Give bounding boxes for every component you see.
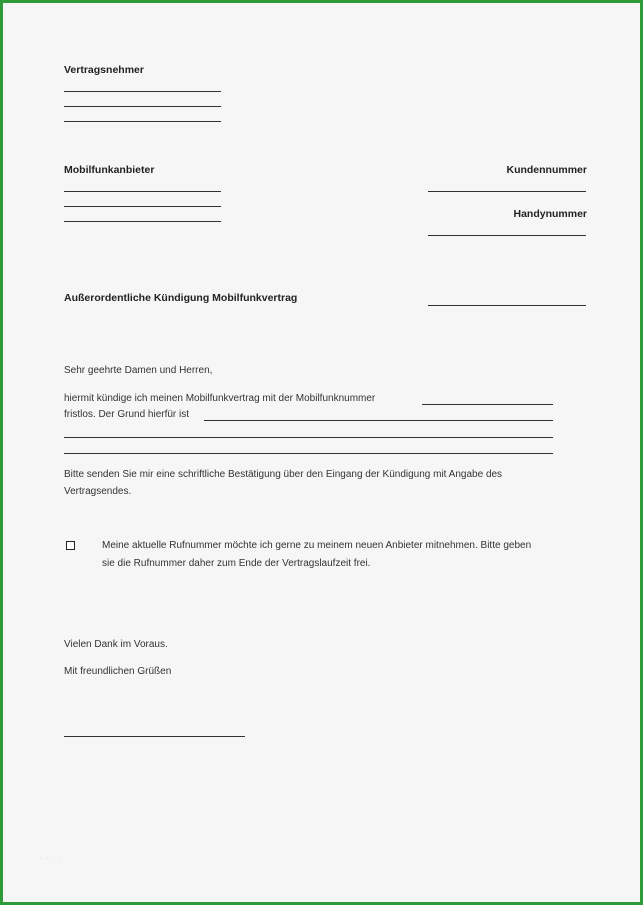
porting-checkbox[interactable] bbox=[66, 541, 75, 550]
signature-line[interactable] bbox=[64, 736, 245, 737]
confirm-line-1: Bitte senden Sie mir eine schriftliche Bestätigung über den Eingang der Kündigung mit Angabe des bbox=[64, 469, 503, 480]
subject-heading: Außerordentliche Kündigung Mobilfunkvertrag bbox=[64, 292, 298, 304]
date-line[interactable] bbox=[428, 305, 586, 306]
provider-line-1[interactable] bbox=[64, 191, 221, 192]
mobile-number-line[interactable] bbox=[422, 404, 553, 405]
provider-line-3[interactable] bbox=[64, 221, 221, 222]
greeting-text: Sehr geehrte Damen und Herren, bbox=[64, 365, 213, 376]
contractor-label: Vertragsnehmer bbox=[64, 64, 144, 76]
porting-line-2: sie die Rufnummer daher zum Ende der Vertragslaufzeit frei. bbox=[102, 558, 371, 569]
letter-page bbox=[3, 3, 640, 902]
reason-line-3[interactable] bbox=[64, 453, 553, 454]
contractor-line-3[interactable] bbox=[64, 121, 221, 122]
body-line-1: hiermit kündige ich meinen Mobilfunkvertrag mit der Mobilfunknummer bbox=[64, 393, 376, 404]
customer-number-label: Kundennummer bbox=[506, 164, 587, 176]
thanks-text: Vielen Dank im Voraus. bbox=[64, 639, 168, 650]
provider-line-2[interactable] bbox=[64, 206, 221, 207]
phone-number-line[interactable] bbox=[428, 235, 586, 236]
contractor-line-1[interactable] bbox=[64, 91, 221, 92]
porting-line-1: Meine aktuelle Rufnummer möchte ich gerne zu meinem neuen Anbieter mitnehmen. Bitte geben bbox=[102, 540, 532, 551]
body-line-2: fristlos. Der Grund hierfür ist bbox=[64, 409, 190, 420]
regards-text: Mit freundlichen Grüßen bbox=[64, 666, 172, 677]
confirm-line-2: Vertragsendes. bbox=[64, 486, 132, 497]
reason-line-1[interactable] bbox=[204, 420, 553, 421]
contractor-line-2[interactable] bbox=[64, 106, 221, 107]
watermark-mark: · · · · bbox=[40, 855, 63, 862]
customer-number-line[interactable] bbox=[428, 191, 586, 192]
reason-line-2[interactable] bbox=[64, 437, 553, 438]
provider-label: Mobilfunkanbieter bbox=[64, 164, 155, 176]
phone-number-label: Handynummer bbox=[513, 208, 587, 220]
